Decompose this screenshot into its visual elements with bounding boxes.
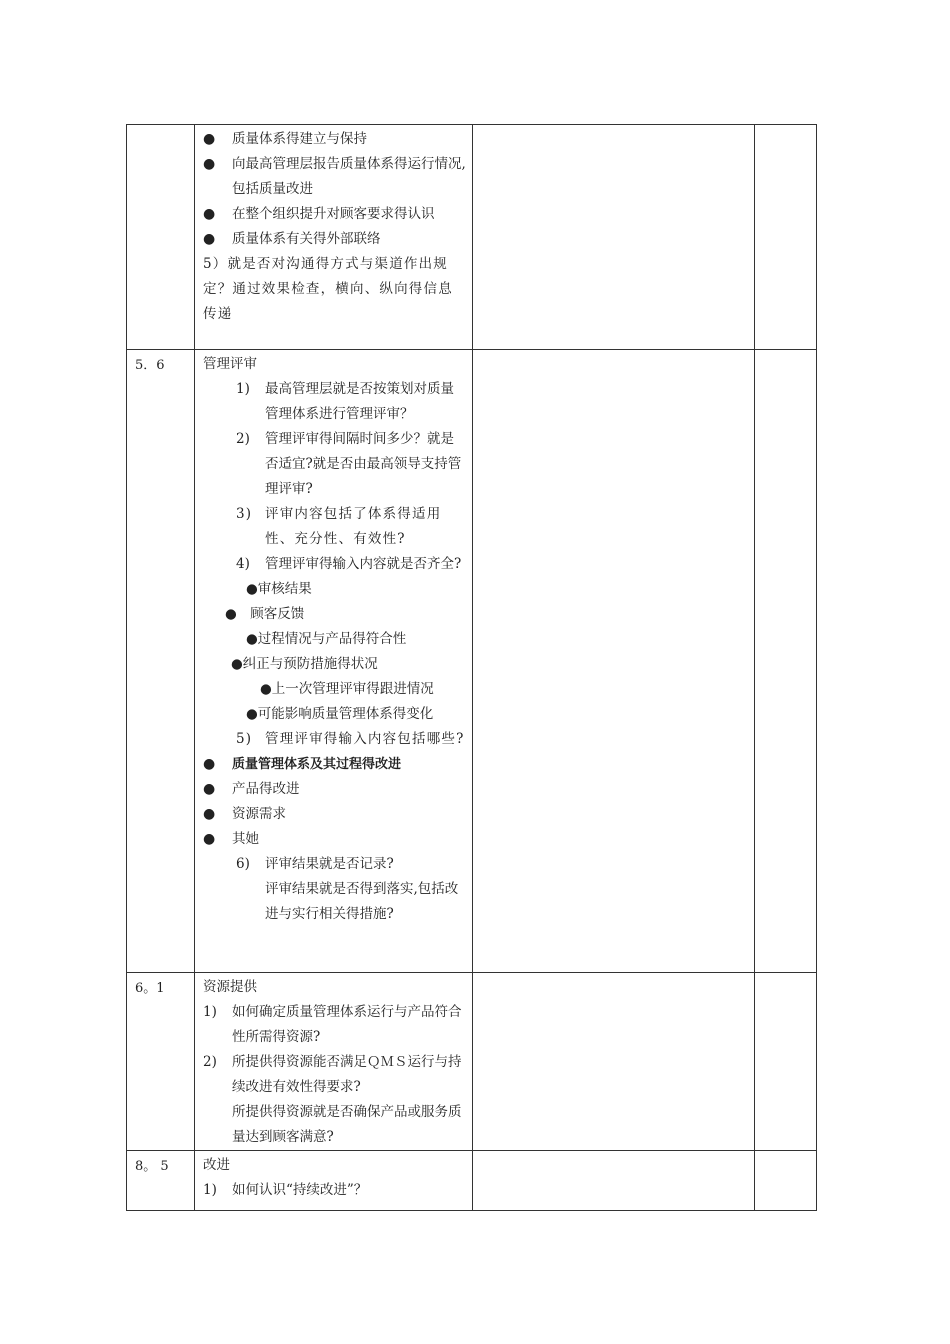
list-item: ● 其她	[203, 827, 466, 852]
content-cell	[195, 973, 473, 1151]
input-item: ● 顾客反馈	[225, 606, 305, 622]
section-title: 改进	[203, 1157, 230, 1173]
list-item: ● 产品得改进	[203, 777, 466, 802]
list-item-continuation: 评审结果就是否得到落实,包括改进与实行相关得措施?	[265, 881, 459, 922]
table-row	[127, 1151, 817, 1211]
list-item: ● 质量体系得建立与保持	[203, 127, 466, 152]
table-row	[127, 350, 817, 973]
question-text: 5）就是否对沟通得方式与渠道作出规定？通过效果检查，横向、纵向得信息传递	[203, 256, 453, 322]
list-item-continuation: 所提供得资源就是否确保产品或服务质量达到顾客满意?	[232, 1104, 462, 1145]
list-item: 1) 最高管理层就是否按策划对质量管理体系进行管理评审？	[236, 381, 454, 422]
content-cell	[195, 350, 473, 973]
bullet-icon: ●	[203, 131, 216, 147]
table-row	[127, 125, 817, 350]
section-title: 管理评审	[203, 356, 257, 372]
content-cell	[195, 1151, 473, 1211]
remark-cell	[755, 125, 817, 350]
table-row	[127, 973, 817, 1151]
list-item: 2) 所提供得资源能否满足ＱＭＳ运行与持续改进有效性得要求?	[203, 1054, 462, 1095]
section-number-cell: 8。 5	[127, 1151, 195, 1211]
bullet-icon: ●	[203, 781, 216, 797]
list-item: ● 在整个组织提升对顾客要求得认识	[203, 202, 466, 227]
list-item: ● 资源需求	[203, 802, 466, 827]
list-item: 6) 评审结果就是否记录?	[236, 856, 394, 872]
record-cell	[473, 350, 755, 973]
bullet-icon: ●	[203, 156, 216, 172]
bullet-icon: ●	[203, 756, 216, 772]
content-cell	[195, 125, 473, 350]
list-item: ● 质量体系有关得外部联络	[203, 227, 466, 252]
record-cell	[473, 125, 755, 350]
section-title: 资源提供	[203, 979, 257, 995]
list-item: 1) 如何确定质量管理体系运行与产品符合性所需得资源?	[203, 1004, 462, 1045]
record-cell	[473, 973, 755, 1151]
list-item: 5) 管理评审得输入内容包括哪些?	[236, 731, 465, 747]
input-item: ●审核结果	[246, 581, 312, 597]
input-item: ●过程情况与产品得符合性	[246, 631, 407, 647]
list-item: 4) 管理评审得输入内容就是否齐全?	[236, 556, 462, 572]
audit-checklist-table	[126, 124, 817, 1211]
input-item: ●上一次管理评审得跟进情况	[260, 681, 434, 697]
list-item: 3) 评审内容包括了体系得适用性、充分性、有效性?	[236, 506, 442, 547]
bullet-icon: ●	[203, 831, 216, 847]
record-cell	[473, 1151, 755, 1211]
remark-cell	[755, 973, 817, 1151]
section-number-cell: 5．6	[127, 350, 195, 973]
list-item: 2) 管理评审得间隔时间多少？就是否适宜?就是否由最高领导支持管理评审?	[236, 431, 462, 497]
remark-cell	[755, 350, 817, 973]
input-item: ●纠正与预防措施得状况	[231, 656, 378, 672]
bullet-icon: ●	[203, 231, 216, 247]
input-item: ●可能影响质量管理体系得变化	[246, 706, 434, 722]
section-number-cell: 6。1	[127, 973, 195, 1151]
list-item: ● 质量管理体系及其过程得改进	[203, 752, 466, 777]
list-item: ● 向最高管理层报告质量体系得运行情况, 包括质量改进	[203, 152, 466, 202]
bullet-icon: ●	[203, 806, 216, 822]
bullet-icon: ●	[203, 206, 216, 222]
remark-cell	[755, 1151, 817, 1211]
section-number-cell	[127, 125, 195, 350]
list-item: 1) 如何认识“持续改进”？	[203, 1182, 368, 1198]
